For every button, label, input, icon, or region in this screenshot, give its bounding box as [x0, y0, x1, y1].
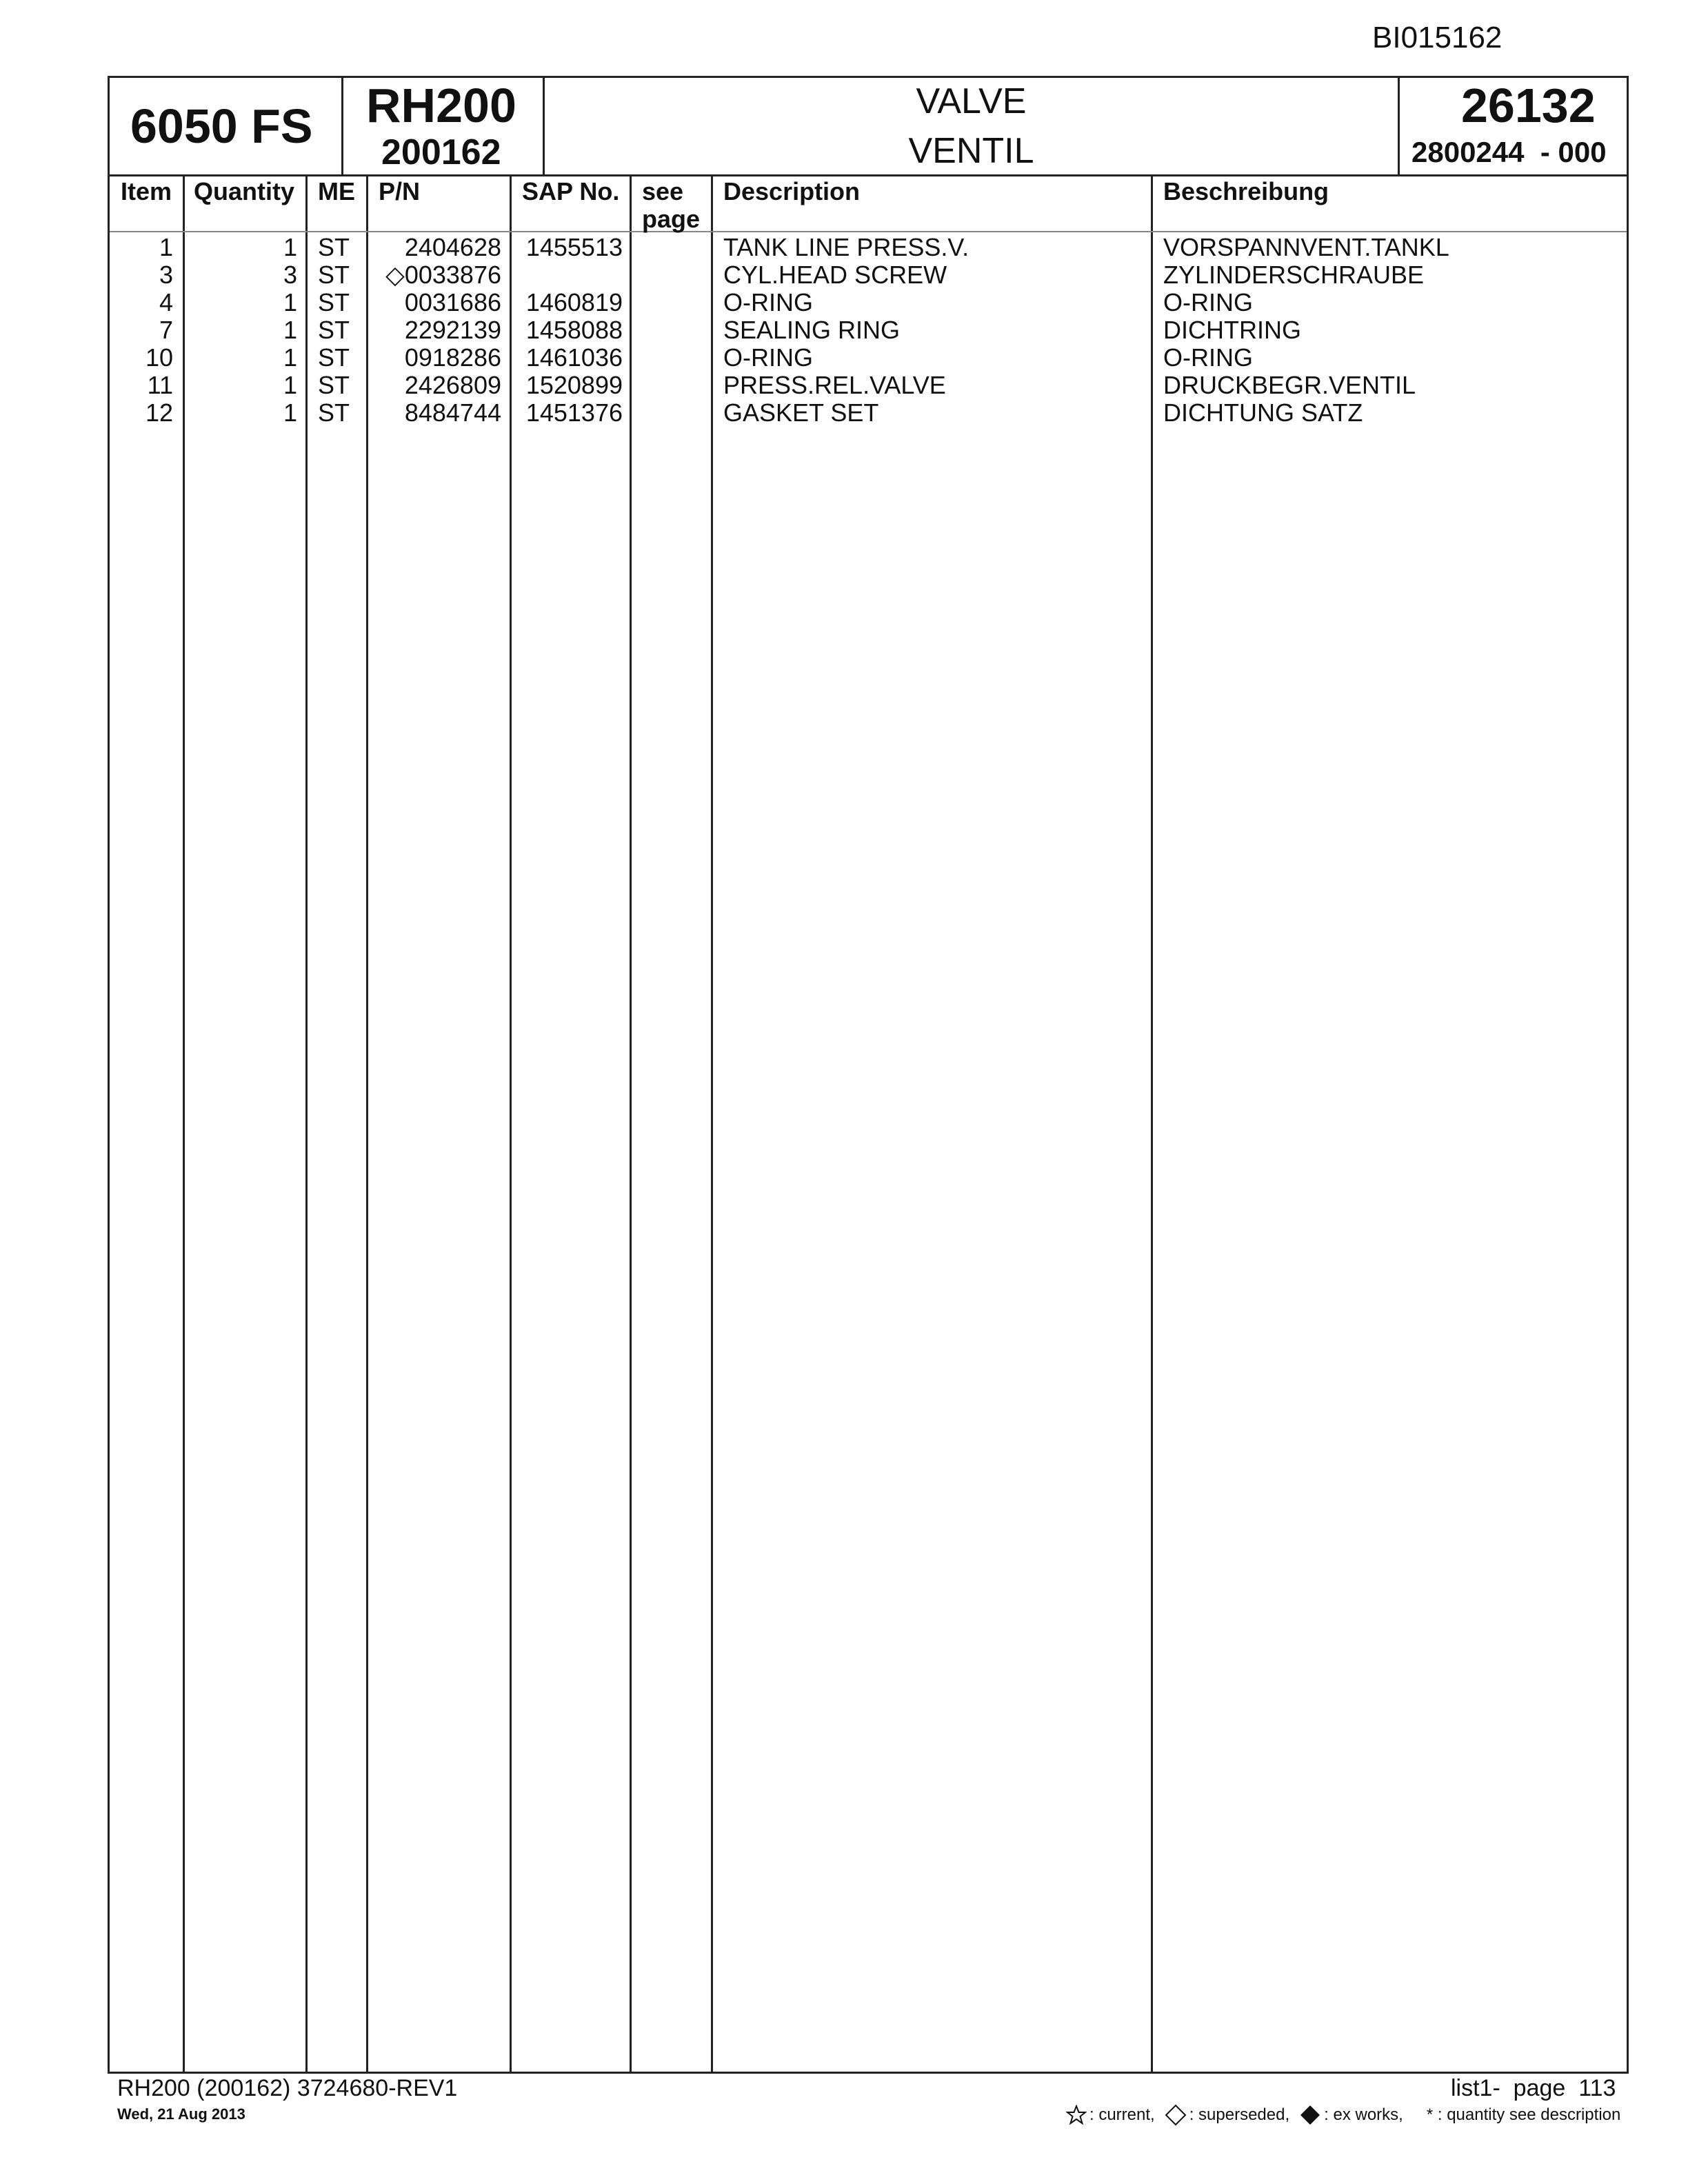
table-row[interactable] — [110, 372, 1627, 399]
row-me: ST — [318, 261, 350, 289]
row-quantity: 1 — [283, 233, 297, 261]
col-header-description: Description — [723, 177, 861, 205]
col-header-beschreibung: Beschreibung — [1163, 177, 1329, 205]
row-description: O-RING — [723, 343, 813, 372]
diamond-filled-icon — [1299, 2104, 1321, 2126]
table-row[interactable] — [110, 399, 1627, 427]
footer-page: list1- page 113 — [1451, 2075, 1616, 2101]
row-item: 3 — [159, 261, 173, 289]
col-header-item: Item — [121, 177, 172, 205]
legend-current: : current, — [1089, 2105, 1155, 2124]
col-divider-pn — [510, 174, 512, 2074]
col-header-page: page — [642, 205, 701, 233]
col-divider-sap — [630, 174, 632, 2074]
row-beschreibung: ZYLINDERSCHRAUBE — [1163, 261, 1425, 289]
header-bottom-line — [110, 174, 1627, 176]
table-row[interactable] — [110, 234, 1627, 261]
row-me: ST — [318, 343, 350, 372]
row-item: 12 — [145, 398, 173, 427]
row-pn: 2404628 — [404, 233, 501, 261]
title-english: VALVE — [916, 81, 1027, 121]
row-pn: 0918286 — [404, 343, 501, 372]
row-sap: 1461036 — [525, 343, 623, 372]
col-divider-me — [366, 174, 368, 2074]
group-number: 26132 — [1461, 79, 1596, 132]
row-description: GASKET SET — [723, 398, 879, 427]
row-sap: 1460819 — [525, 288, 623, 316]
part-reference: 2800244 - 000 — [1411, 136, 1607, 168]
row-pn: 8484744 — [404, 398, 501, 427]
col-divider-description — [1151, 174, 1153, 2074]
row-pn: 2292139 — [404, 316, 501, 344]
row-beschreibung: DRUCKBEGR.VENTIL — [1163, 371, 1416, 399]
symbol-legend — [1066, 2104, 1620, 2126]
row-me: ST — [318, 371, 350, 399]
table-row[interactable] — [110, 316, 1627, 344]
star-outline-icon — [1066, 2105, 1087, 2125]
row-item: 10 — [145, 343, 173, 372]
col-header-pn: P/N — [379, 177, 421, 205]
row-beschreibung: O-RING — [1163, 288, 1253, 316]
row-beschreibung: VORSPANNVENT.TANKL — [1163, 233, 1449, 261]
title-german: VENTIL — [908, 131, 1034, 171]
legend-quantity: * : quantity see description — [1426, 2105, 1621, 2124]
row-description: PRESS.REL.VALVE — [723, 371, 946, 399]
row-beschreibung: DICHTUNG SATZ — [1163, 398, 1363, 427]
legend-superseded: : superseded, — [1189, 2105, 1290, 2124]
row-item: 4 — [159, 288, 173, 316]
col-header-see: see — [642, 177, 684, 205]
diamond-outline-icon — [1165, 2104, 1187, 2126]
header-divider-3 — [1398, 78, 1400, 174]
table-row[interactable] — [110, 344, 1627, 372]
table-row[interactable] — [110, 261, 1627, 289]
row-pn: 0031686 — [404, 288, 501, 316]
column-header-line — [110, 231, 1627, 232]
machine-serial: 200162 — [381, 132, 501, 172]
row-me: ST — [318, 316, 350, 344]
row-description: O-RING — [723, 288, 813, 316]
header-divider-1 — [341, 78, 343, 174]
footer-doc-ref: RH200 (200162) 3724680-REV1 — [117, 2075, 458, 2101]
legend-exworks: : ex works, — [1324, 2105, 1403, 2124]
parts-list-frame — [108, 76, 1629, 2074]
row-description: CYL.HEAD SCREW — [723, 261, 947, 289]
row-me: ST — [318, 233, 350, 261]
row-quantity: 1 — [283, 398, 297, 427]
row-description: TANK LINE PRESS.V. — [723, 233, 969, 261]
row-item: 7 — [159, 316, 173, 344]
row-pn: ◇0033876 — [385, 261, 501, 289]
row-sap: 1455513 — [525, 233, 623, 261]
document-id: BI015162 — [1372, 21, 1503, 54]
row-quantity: 1 — [283, 288, 297, 316]
row-quantity: 3 — [283, 261, 297, 289]
row-me: ST — [318, 288, 350, 316]
machine-name: RH200 — [366, 79, 516, 132]
row-beschreibung: O-RING — [1163, 343, 1253, 372]
row-quantity: 1 — [283, 371, 297, 399]
table-row[interactable] — [110, 289, 1627, 316]
row-pn: 2426809 — [404, 371, 501, 399]
row-sap: 1520899 — [525, 371, 623, 399]
row-quantity: 1 — [283, 343, 297, 372]
row-sap: 1451376 — [525, 398, 623, 427]
row-beschreibung: DICHTRING — [1163, 316, 1301, 344]
row-me: ST — [318, 398, 350, 427]
footer-date: Wed, 21 Aug 2013 — [117, 2105, 245, 2123]
row-quantity: 1 — [283, 316, 297, 344]
col-header-quantity: Quantity — [194, 177, 295, 205]
model-name: 6050 FS — [130, 99, 313, 153]
col-divider-see-page — [711, 174, 713, 2074]
row-item: 11 — [147, 371, 173, 399]
col-header-me: ME — [318, 177, 355, 205]
col-divider-quantity — [305, 174, 308, 2074]
col-divider-item — [183, 174, 185, 2074]
row-item: 1 — [159, 233, 173, 261]
row-sap: 1458088 — [525, 316, 623, 344]
col-header-sap: SAP No. — [522, 177, 620, 205]
row-description: SEALING RING — [723, 316, 901, 344]
